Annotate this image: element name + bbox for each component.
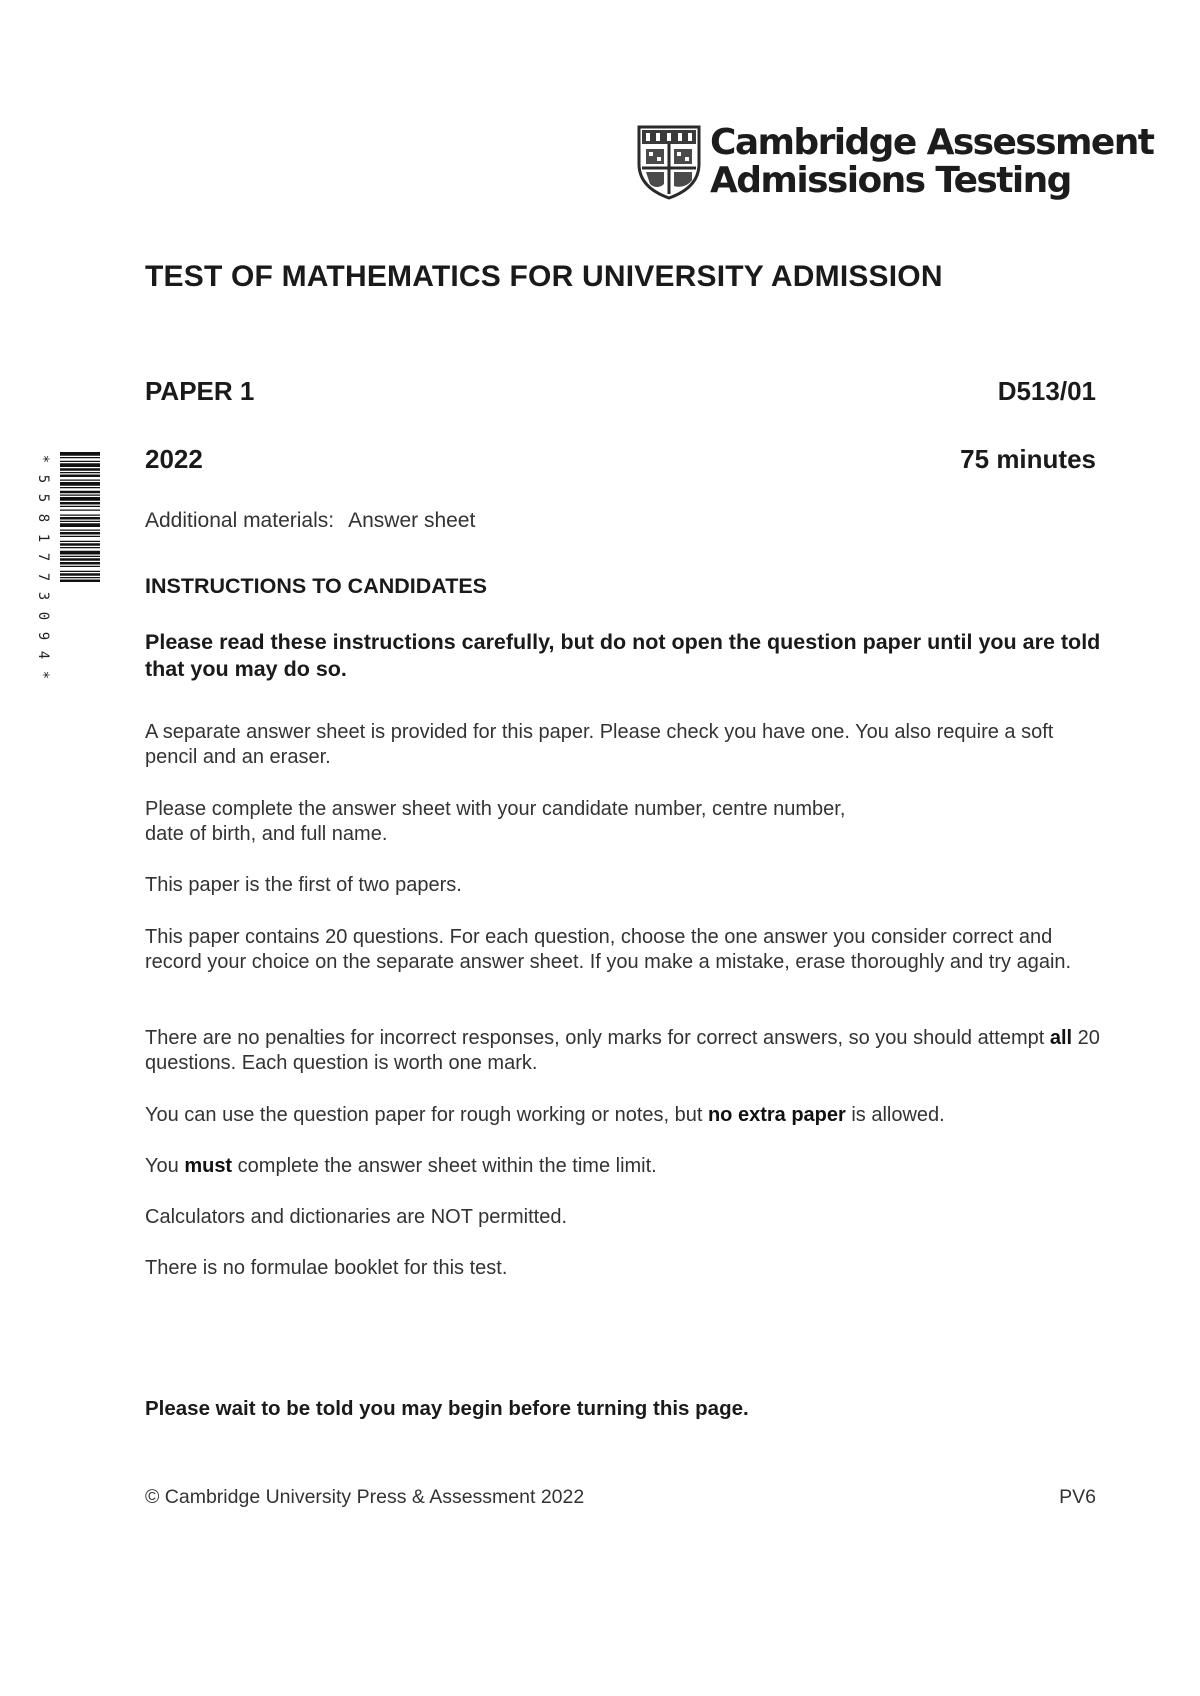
barcode-bar [60, 468, 100, 471]
barcode-digit: 4 [35, 651, 51, 660]
instruction-paragraph-5-text-b: 20 questions. Each question is worth one mark. [145, 1027, 1100, 1074]
barcode-bar [60, 457, 100, 458]
barcode-bar [60, 523, 100, 527]
page-title: TEST OF MATHEMATICS FOR UNIVERSITY ADMISSION [145, 260, 943, 293]
barcode-bar [60, 532, 100, 535]
instruction-paragraph-6-emphasis: no extra paper [707, 1104, 846, 1126]
barcode-bar [60, 541, 100, 542]
barcode-bar [60, 475, 100, 478]
barcode-bar [60, 536, 100, 537]
barcode-bar [60, 577, 100, 578]
barcode-bars [60, 452, 100, 682]
instruction-paragraph-6-text-b: is allowed. [845, 1104, 945, 1126]
barcode-digit: 0 [35, 611, 51, 621]
paper-number: PAPER 1 [145, 376, 255, 406]
barcode-bar [60, 580, 100, 583]
instruction-paragraph-7-emphasis: must [184, 1155, 233, 1177]
barcode-bar [60, 573, 100, 576]
barcode-digit: 5 [35, 494, 51, 503]
barcode-bar [60, 521, 100, 522]
instruction-paragraph-2-line-2: date of birth, and full name. [145, 823, 388, 845]
logo-title-line2: Admissions Testing [710, 160, 1071, 201]
instruction-paragraph-6 [145, 1103, 1105, 1128]
barcode-digit: 5 [35, 474, 51, 483]
barcode-digit: 1 [35, 533, 51, 542]
instruction-paragraph-5 [145, 1026, 1105, 1076]
barcode-digit: * [35, 454, 51, 464]
instruction-paragraph-3: This paper is the first of two papers. [145, 874, 462, 896]
barcode-bar [60, 463, 100, 467]
materials-label: Additional materials: [145, 509, 335, 532]
barcode-digits [32, 452, 54, 682]
instruction-paragraph-2-line-1: Please complete the answer sheet with your candidate number, centre number, [145, 798, 846, 820]
copyright-notice: © Cambridge University Press & Assessment 2022 [145, 1486, 585, 1508]
barcode-digit: 3 [35, 592, 51, 601]
barcode-bar [60, 480, 100, 481]
barcode-bar [60, 452, 100, 456]
instruction-paragraph-2 [145, 797, 1105, 847]
barcode-bar [60, 502, 100, 505]
instruction-paragraph-9: There is no formulae booklet for this test. [145, 1257, 508, 1279]
barcode-bar [60, 482, 100, 486]
barcode-bar [60, 472, 100, 473]
logo-title-line1: Cambridge Assessment [710, 122, 1154, 163]
barcode-bar [60, 491, 100, 494]
barcode-digit: 9 [35, 631, 51, 640]
exam-duration: 75 minutes [960, 444, 1096, 474]
barcode-bar [60, 497, 100, 501]
barcode [32, 452, 102, 682]
barcode-bar [60, 517, 100, 520]
barcode-bar [60, 510, 100, 511]
instruction-paragraph-7 [145, 1154, 1105, 1179]
barcode-bar [60, 558, 100, 561]
instruction-paragraph-7-text-a: You [145, 1155, 185, 1177]
barcode-bar [60, 551, 100, 555]
barcode-bar [60, 566, 100, 567]
instructions-heading: INSTRUCTIONS TO CANDIDATES [145, 574, 488, 598]
barcode-bar [60, 543, 100, 546]
instruction-paragraph-4: This paper contains 20 questions. For each question, choose the one answer you consider correct and record your choice on the separate answer sheet. If you make a mistake, erase thoroughly and try again. [145, 926, 1072, 973]
materials-value: Answer sheet [348, 509, 476, 532]
cambridge-logo [636, 122, 1154, 204]
barcode-digit: 7 [35, 552, 51, 562]
barcode-bar [60, 515, 100, 516]
barcode-bar [60, 562, 100, 565]
barcode-bar [60, 495, 100, 496]
wait-notice: Please wait to be told you may begin before turning this page. [145, 1397, 749, 1420]
barcode-bar [60, 506, 100, 507]
barcode-digit: 7 [35, 572, 51, 581]
barcode-digit: 8 [35, 513, 51, 523]
instruction-paragraph-7-text-b: complete the answer sheet within the time limit. [232, 1155, 657, 1177]
instructions-warning: Please read these instructions carefully, but do not open the question paper until you are told that you may do so. [145, 630, 1101, 681]
instruction-paragraph-5-text-a: There are no penalties for incorrect responses, only marks for correct answers, so you should attempt [145, 1027, 1050, 1049]
barcode-bar [60, 487, 100, 488]
exam-year: 2022 [145, 444, 203, 474]
barcode-digit: * [35, 670, 51, 680]
paper-code: D513/01 [997, 376, 1096, 406]
barcode-bar [60, 571, 100, 572]
barcode-bar [60, 461, 100, 462]
barcode-bar [60, 556, 100, 557]
additional-materials [145, 509, 475, 533]
barcode-bar [60, 547, 100, 548]
shield-crest-icon [636, 124, 702, 200]
barcode-bar [60, 530, 100, 531]
instruction-paragraph-5-emphasis: all [1049, 1027, 1073, 1049]
footer-code: PV6 [1059, 1486, 1096, 1508]
instruction-paragraph-6-text-a: You can use the question paper for rough working or notes, but [145, 1104, 708, 1126]
instruction-paragraph-8: Calculators and dictionaries are NOT permitted. [145, 1206, 568, 1228]
instruction-paragraph-1: A separate answer sheet is provided for this paper. Please check you have one. You also require a soft pencil and an eraser. [145, 721, 1054, 768]
